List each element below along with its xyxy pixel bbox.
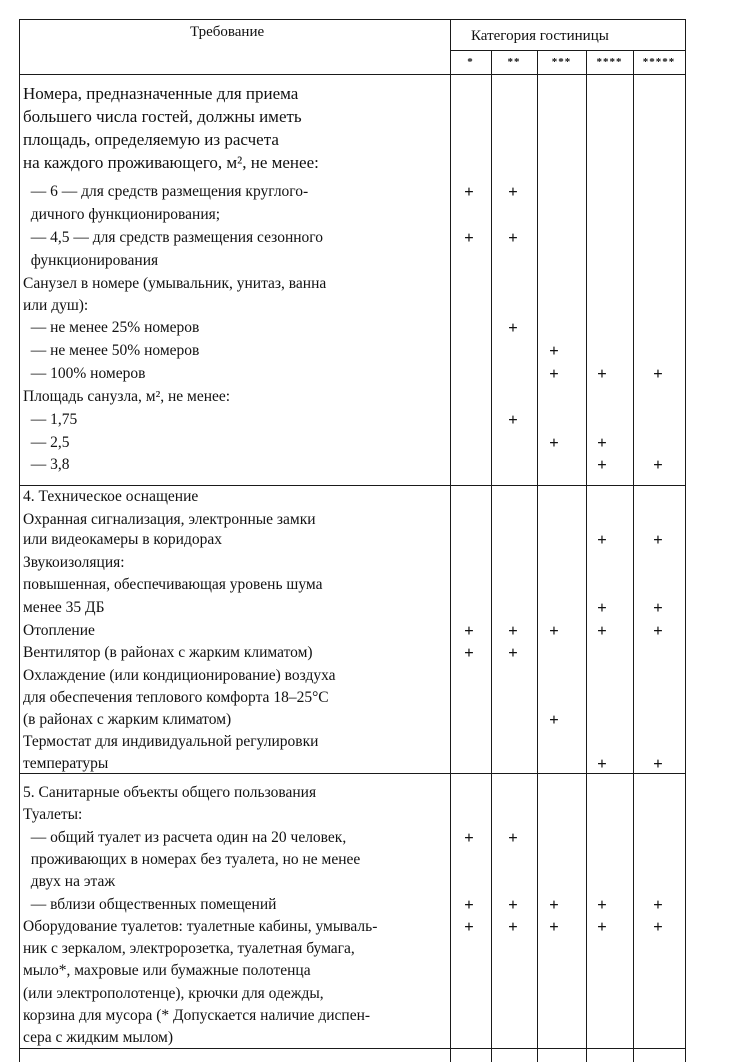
table-top-border [19, 19, 685, 20]
category-mark-plus: + [464, 895, 474, 914]
category-mark-plus: + [653, 895, 663, 914]
category-mark-plus: + [653, 598, 663, 617]
category-mark-plus: + [597, 364, 607, 383]
table-left-border [19, 19, 20, 1062]
category-mark-plus: + [549, 341, 559, 360]
category-mark-plus: + [549, 433, 559, 452]
category-mark-plus: + [464, 182, 474, 201]
requirement-text: — 100% номеров [23, 365, 146, 382]
requirement-text: на каждого проживающего, м², не менее: [23, 153, 319, 172]
category-mark-plus: + [464, 828, 474, 847]
star-column-divider [633, 50, 634, 1062]
category-mark-plus: + [464, 228, 474, 247]
requirement-text: — 1,75 [23, 411, 78, 428]
requirement-text: Номера, предназначенные для приема [23, 84, 299, 103]
requirement-text: (или электрополотенце), крючки для одежды, [23, 985, 324, 1002]
star-category-header: **** [596, 56, 623, 68]
requirement-text: — 2,5 [23, 434, 70, 451]
requirement-text: большего числа гостей, должны иметь [23, 107, 302, 126]
section-divider [19, 485, 685, 486]
category-mark-plus: + [653, 754, 663, 773]
requirement-text: 4. Техническое оснащение [23, 488, 199, 505]
category-mark-plus: + [597, 917, 607, 936]
requirement-text: — не менее 50% номеров [23, 342, 200, 359]
requirement-text: Оборудование туалетов: туалетные кабины, умываль- [23, 918, 378, 935]
requirement-text: менее 35 ДБ [23, 599, 105, 616]
category-mark-plus: + [597, 754, 607, 773]
requirement-column-divider [450, 19, 451, 1062]
requirement-text: — не менее 25% номеров [23, 319, 200, 336]
requirement-text: Охранная сигнализация, электронные замки [23, 511, 316, 528]
requirement-text: Площадь санузла, м², не менее: [23, 388, 231, 405]
category-mark-plus: + [464, 621, 474, 640]
star-column-divider [537, 50, 538, 1062]
requirement-text: — 6 — для средств размещения круглого- [23, 183, 309, 200]
category-column-header: Категория гостиницы [471, 28, 609, 44]
category-mark-plus: + [653, 530, 663, 549]
category-mark-plus: + [549, 917, 559, 936]
category-mark-plus: + [508, 917, 518, 936]
requirement-text: проживающих в номерах без туалета, но не менее [23, 851, 361, 868]
requirement-text: Санузел в номере (умывальник, унитаз, ванна [23, 275, 327, 292]
requirement-text: Вентилятор (в районах с жарким климатом) [23, 644, 313, 661]
star-column-divider [491, 50, 492, 1062]
category-mark-plus: + [653, 917, 663, 936]
requirement-text: Термостат для индивидуальной регулировки [23, 733, 319, 750]
category-mark-plus: + [508, 410, 518, 429]
star-category-header: ***** [642, 56, 676, 68]
requirement-text: дичного функционирования; [23, 206, 221, 223]
category-mark-plus: + [653, 364, 663, 383]
header-bottom-border [19, 74, 685, 75]
requirement-text: корзина для мусора (* Допускается наличие диспен- [23, 1007, 371, 1024]
category-mark-plus: + [597, 455, 607, 474]
category-mark-plus: + [549, 364, 559, 383]
requirement-text: или видеокамеры в коридорах [23, 531, 222, 548]
requirement-text: или душ): [23, 297, 89, 314]
requirement-text: для обеспечения теплового комфорта 18–25°С [23, 689, 329, 706]
category-mark-plus: + [508, 621, 518, 640]
requirement-text: 5. Санитарные объекты общего пользования [23, 784, 317, 801]
category-mark-plus: + [549, 621, 559, 640]
category-mark-plus: + [597, 895, 607, 914]
requirement-text: — 3,8 [23, 456, 70, 473]
category-mark-plus: + [508, 228, 518, 247]
requirement-text: функционирования [23, 252, 159, 269]
category-mark-plus: + [597, 598, 607, 617]
category-subheader-border [450, 50, 685, 51]
category-mark-plus: + [549, 895, 559, 914]
requirement-text: двух на этаж [23, 873, 116, 890]
requirement-text: ник с зеркалом, электророзетка, туалетная бумага, [23, 940, 355, 957]
category-mark-plus: + [549, 710, 559, 729]
requirement-text: Отопление [23, 622, 95, 639]
star-column-divider [586, 50, 587, 1062]
star-category-header: * [467, 56, 474, 68]
category-mark-plus: + [508, 318, 518, 337]
category-mark-plus: + [464, 643, 474, 662]
requirement-text: сера с жидким мылом) [23, 1029, 173, 1046]
category-mark-plus: + [597, 433, 607, 452]
category-mark-plus: + [653, 455, 663, 474]
category-mark-plus: + [653, 621, 663, 640]
category-mark-plus: + [508, 182, 518, 201]
category-mark-plus: + [597, 530, 607, 549]
requirement-text: температуры [23, 755, 109, 772]
category-mark-plus: + [508, 643, 518, 662]
requirement-text: площадь, определяемую из расчета [23, 130, 279, 149]
requirement-text: — вблизи общественных помещений [23, 896, 277, 913]
requirement-text: Охлаждение (или кондиционирование) воздуха [23, 667, 336, 684]
category-mark-plus: + [464, 917, 474, 936]
table-bottom-border [19, 1048, 685, 1049]
category-mark-plus: + [508, 895, 518, 914]
category-mark-plus: + [508, 828, 518, 847]
requirement-text: (в районах с жарким климатом) [23, 711, 232, 728]
requirement-text: повышенная, обеспечивающая уровень шума [23, 576, 323, 593]
requirement-text: Туалеты: [23, 806, 83, 823]
star-category-header: *** [551, 56, 572, 68]
requirement-column-header: Требование [190, 24, 265, 40]
category-mark-plus: + [597, 621, 607, 640]
table-right-border [685, 19, 686, 1062]
star-category-header: ** [507, 56, 521, 68]
requirement-text: — общий туалет из расчета один на 20 человек, [23, 829, 347, 846]
requirement-text: Звукоизоляция: [23, 554, 125, 571]
section-divider [19, 773, 685, 774]
requirement-text: — 4,5 — для средств размещения сезонного [23, 229, 324, 246]
requirement-text: мыло*, махровые или бумажные полотенца [23, 962, 311, 979]
